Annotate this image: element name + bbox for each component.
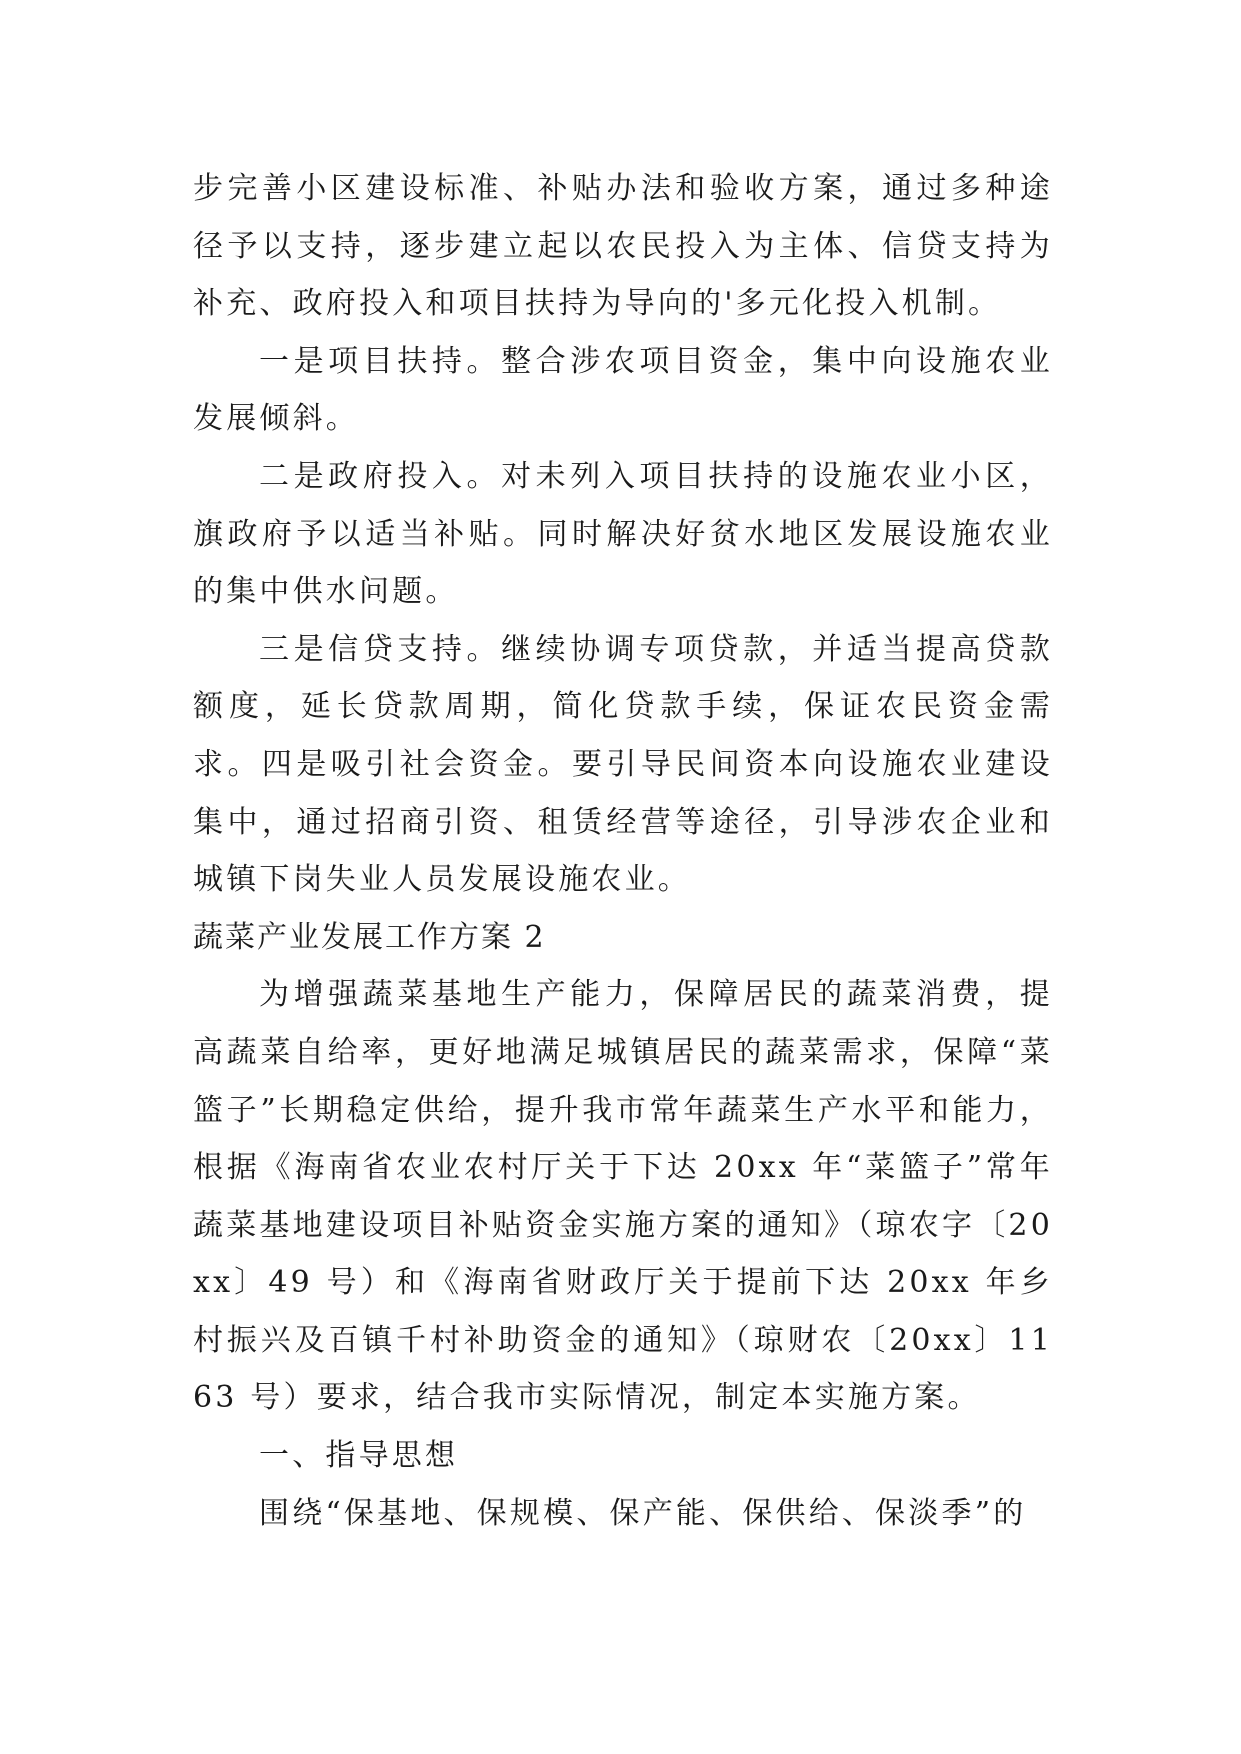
paragraph-funding-mechanism: 步完善小区建设标准、补贴办法和验收方案，通过多种途径予以支持，逐步建立起以农民投入为主体、信贷支持为补充、政府投入和项目扶持为导向的'多元化投入机制。: [193, 171, 1053, 322]
heading-guiding-ideology: 一、指导思想: [259, 1438, 459, 1474]
paragraph-credit-support: 三是信贷支持。继续协调专项贷款，并适当提高贷款额度，延长贷款周期，简化贷款手续，保证农民资金需求。四是吸引社会资金。要引导民间资本向设施农业建设集中，通过招商引资、租赁经营等途径，引导涉农企业和城镇下岗失业人员发展设施农业。: [193, 631, 1053, 898]
paragraph-guiding-ideology: 围绕“保基地、保规模、保产能、保供给、保淡季”的: [259, 1495, 1027, 1531]
paragraph-plan-purpose: 为增强蔬菜基地生产能力，保障居民的蔬菜消费，提高蔬菜自给率，更好地满足城镇居民的蔬菜需求，保障“菜篮子”长期稳定供给，提升我市常年蔬菜生产水平和能力，根据《海南省农业农村厅关于下达 20xx 年“菜篮子”常年蔬菜基地建设项目补贴资金实施方案的通知》（琼农字〔20xx〕49 号）和《海南省财政厅关于提前下达 20xx 年乡村振兴及百镇千村补助资金的通知》（琼财农〔20xx〕1163 号）要求，结合我市实际情况，制定本实施方案。: [193, 977, 1053, 1416]
section-title: 蔬菜产业发展工作方案 2: [193, 919, 546, 955]
document-page: [193, 160, 1053, 1542]
paragraph-government-investment: 二是政府投入。对未列入项目扶持的设施农业小区，旗政府予以适当补贴。同时解决好贫水地区发展设施农业的集中供水问题。: [193, 458, 1053, 610]
paragraph-project-support: 一是项目扶持。整合涉农项目资金，集中向设施农业发展倾斜。: [193, 343, 1053, 437]
